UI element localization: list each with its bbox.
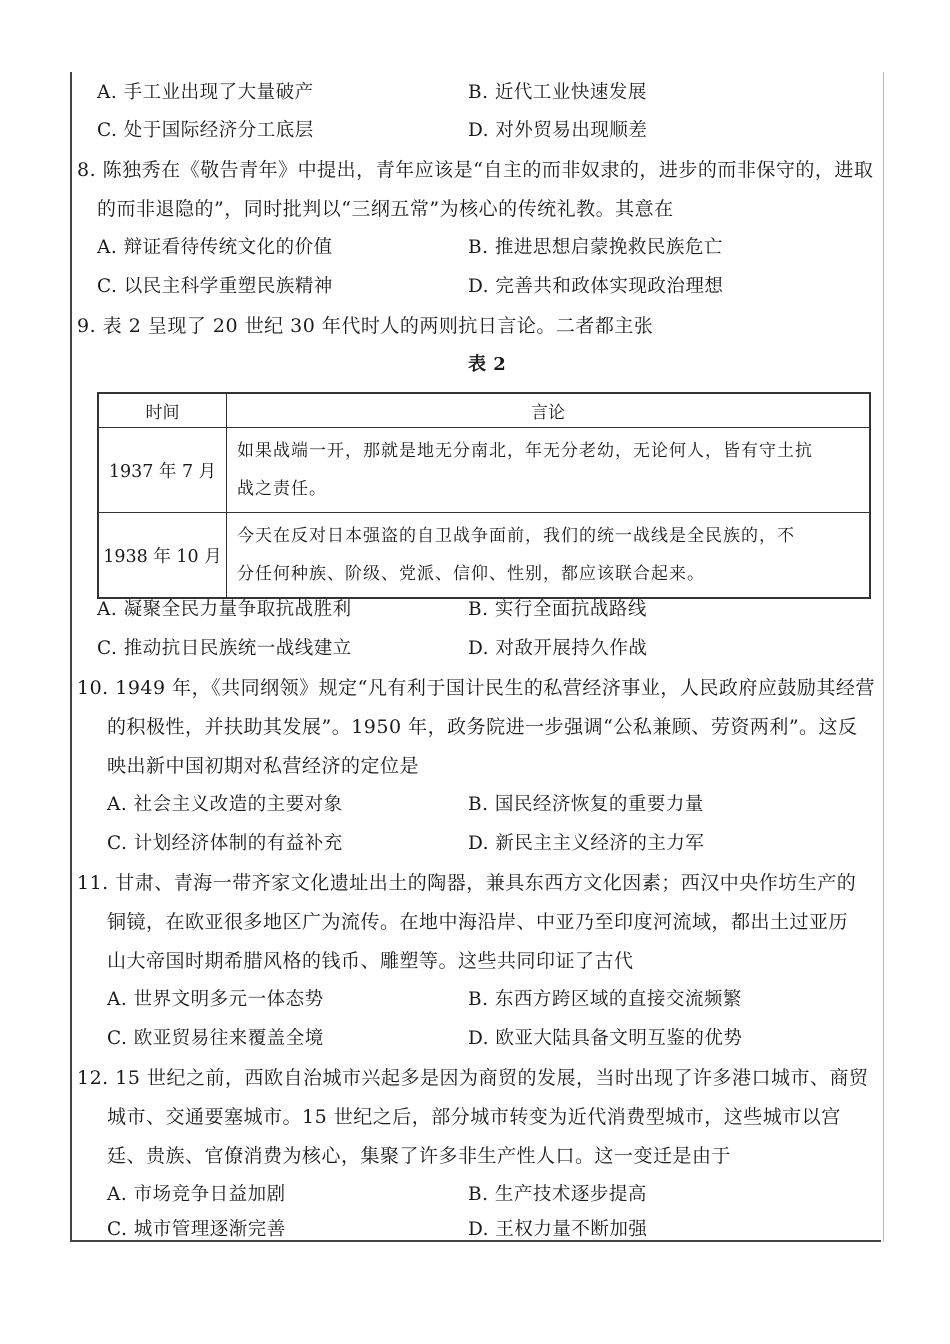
q9-option-d: D. 对敌开展持久作战 [468,638,648,659]
q7-option-b: B. 近代工业快速发展 [468,82,647,103]
q12-option-b: B. 生产技术逐步提高 [468,1184,647,1205]
q10-option-d: D. 新民主主义经济的主力军 [468,833,705,854]
q12-option-d: D. 王权力量不断加强 [468,1219,648,1240]
q8-stem-line2: 的而非退隐的”，同时批判以“三纲五常”为核心的传统礼教。其意在 [97,198,674,220]
q11-option-b: B. 东西方跨区域的直接交流频繁 [468,989,742,1010]
speech-line: 今天在反对日本强盗的自卫战争面前，我们的统一战线是全民族的，不 [237,526,795,546]
q9-option-b: B. 实行全面抗战路线 [468,599,647,620]
q11-stem-line3: 山大帝国时期希腊风格的钱币、雕塑等。这些共同印证了古代 [107,950,634,972]
table-row [98,513,870,599]
q10-option-a: A. 社会主义改造的主要对象 [107,794,343,815]
header-speech: 言论 [227,393,871,428]
row-time: 1937 年 7 月 [98,428,227,513]
q9-option-a: A. 凝聚全民力量争取抗战胜利 [97,599,352,620]
q12-stem-line1: 12. 15 世纪之前，西欧自治城市兴起多是因为商贸的发展，当时出现了许多港口城市、商贸 [77,1067,869,1089]
q8-option-d: D. 完善共和政体实现政治理想 [468,276,724,297]
table-row [98,428,870,513]
q9-stem: 9. 表 2 呈现了 20 世纪 30 年代时人的两则抗日言论。二者都主张 [77,315,654,337]
q11-stem-line1: 11. 甘肃、青海一带齐家文化遗址出土的陶器，兼具东西方文化因素；西汉中央作坊生产的 [77,872,857,894]
quote-table [97,392,871,599]
q7-option-c: C. 处于国际经济分工底层 [97,120,314,141]
q12-option-a: A. 市场竞争日益加剧 [107,1184,286,1205]
q10-stem-line2: 的积极性，并扶助其发展”。1950 年，政务院进一步强调“公私兼顾、劳资两利”。这反 [107,716,858,738]
row-speech [227,513,871,599]
q12-option-c: C. 城市管理逐渐完善 [107,1219,286,1240]
q9-option-c: C. 推动抗日民族统一战线建立 [97,638,352,659]
q8-option-a: A. 辩证看待传统文化的价值 [97,237,333,258]
q8-stem-line1: 8. 陈独秀在《敬告青年》中提出，青年应该是“自主的而非奴隶的，进步的而非保守的，进取 [77,159,874,181]
q10-stem-line3: 映出新中国初期对私营经济的定位是 [107,755,420,777]
speech-line: 战之责任。 [237,479,327,499]
q12-stem-line2: 城市、交通要塞城市。15 世纪之后，部分城市转变为近代消费型城市，这些城市以宫 [107,1106,841,1128]
row-time: 1938 年 10 月 [98,513,227,599]
q10-option-b: B. 国民经济恢复的重要力量 [468,794,704,815]
q12-stem-line3: 廷、贵族、官僚消费为核心，集聚了许多非生产性人口。这一变迁是由于 [107,1145,732,1167]
row-speech [227,428,871,513]
q7-option-a: A. 手工业出现了大量破产 [97,82,314,103]
table-caption: 表 2 [468,354,507,375]
q11-option-d: D. 欧亚大陆具备文明互鉴的优势 [468,1028,743,1049]
q8-option-c: C. 以民主科学重塑民族精神 [97,276,333,297]
q8-option-b: B. 推进思想启蒙挽救民族危亡 [468,237,723,258]
q7-option-d: D. 对外贸易出现顺差 [468,120,648,141]
speech-line: 分任何种族、阶级、党派、信仰、性别，都应该联合起来。 [237,564,705,584]
q11-option-a: A. 世界文明多元一体态势 [107,989,324,1010]
speech-line: 如果战端一开，那就是地无分南北，年无分老幼，无论何人，皆有守土抗 [237,441,813,461]
q10-stem-line1: 10. 1949 年，《共同纲领》规定“凡有利于国计民生的私营经济事业，人民政府应鼓励其经营 [77,677,875,699]
q11-option-c: C. 欧亚贸易往来覆盖全境 [107,1028,324,1049]
table-header-row [98,393,870,428]
header-time: 时间 [98,393,227,428]
q11-stem-line2: 铜镜，在欧亚很多地区广为流传。在地中海沿岸、中亚乃至印度河流域，都出土过亚历 [107,911,849,933]
q10-option-c: C. 计划经济体制的有益补充 [107,833,343,854]
